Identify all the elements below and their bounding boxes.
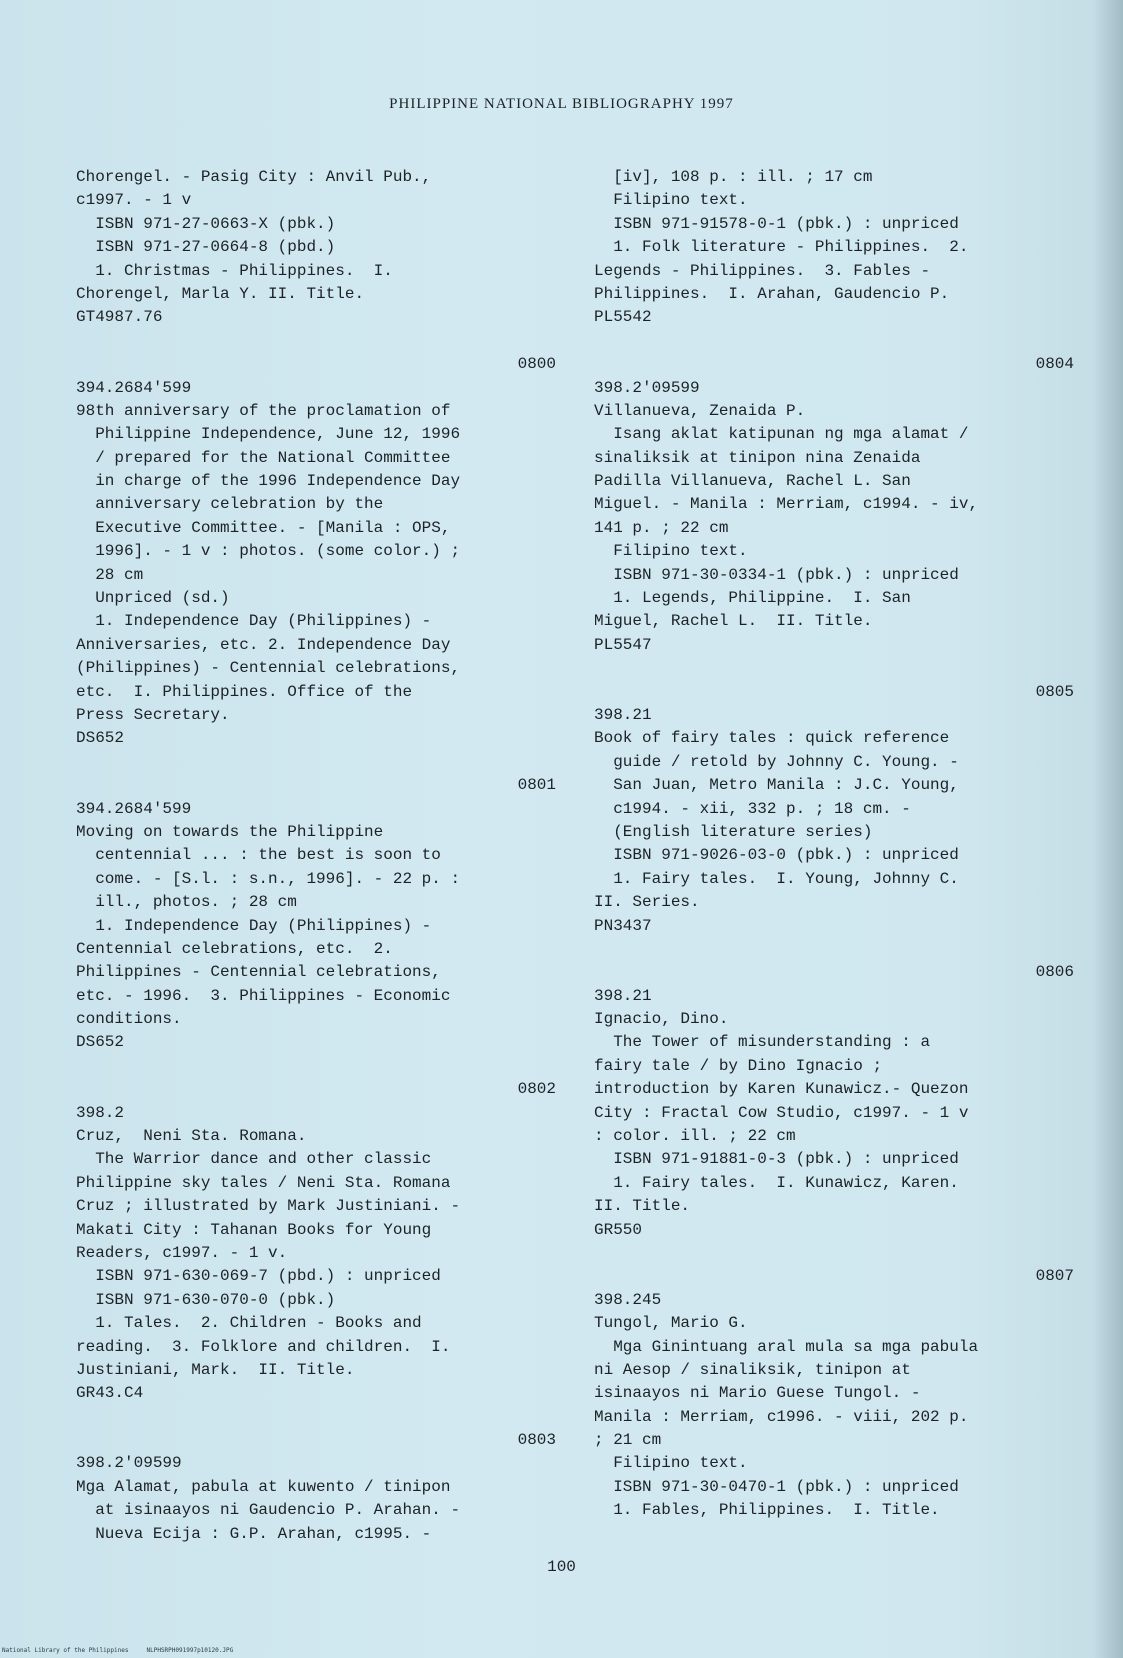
entry-line: ISBN 971-630-070-0 (pbk.) [76, 1290, 336, 1309]
bibliographic-entry [594, 985, 1074, 1242]
entry-line: Readers, c1997. - 1 v. [76, 1243, 288, 1262]
entry-gap [594, 657, 1074, 680]
entry-line: PL5547 [594, 635, 652, 654]
entry-line: : color. ill. ; 22 cm [594, 1127, 796, 1146]
entry-line: GT4987.76 [76, 308, 163, 327]
entry-line: Miguel. - Manila : Merriam, c1994. - iv, [594, 495, 979, 514]
page-edge-shadow [1093, 0, 1123, 1658]
entry-number: 0807 [1035, 1267, 1074, 1286]
entry-line: isinaayos ni Mario Guese Tungol. - [594, 1384, 921, 1403]
entry-line: 1. Fairy tales. I. Young, Johnny C. [594, 869, 959, 888]
entry-line: (Philippines) - Centennial celebrations, [76, 659, 461, 678]
entry-line: Philippine Independence, June 12, 1996 [76, 425, 461, 444]
entry-gap [594, 938, 1074, 961]
entry-line: San Juan, Metro Manila : J.C. Young, [594, 776, 959, 795]
entry-line: II. Series. [594, 893, 700, 912]
entry-line: 398.2 [76, 1103, 125, 1122]
entry-line: 1. Tales. 2. Children - Books and [76, 1314, 422, 1333]
entry-line: 398.21 [594, 986, 652, 1005]
entry-line: 1. Independence Day (Philippines) - [76, 916, 432, 935]
entry-line: The Warrior dance and other classic [76, 1150, 432, 1169]
entry-number: 0803 [517, 1431, 556, 1450]
entry-line: Ignacio, Dino. [594, 1010, 729, 1029]
bibliographic-entry [76, 166, 556, 330]
entry-line: ISBN 971-27-0664-8 (pbd.) [76, 238, 336, 257]
entry-line: Justiniani, Mark. II. Title. [76, 1360, 355, 1379]
entry-line: c1997. - 1 v [76, 191, 192, 210]
entry-line: DS652 [76, 729, 125, 748]
entry-number: 0805 [1035, 682, 1074, 701]
entry-line: Cruz ; illustrated by Mark Justiniani. - [76, 1197, 461, 1216]
entry-line: GR43.C4 [76, 1384, 144, 1403]
bibliographic-entry [76, 377, 556, 751]
entry-line: ni Aesop / sinaliksik, tinipon at [594, 1360, 911, 1379]
entry-line: 98th anniversary of the proclamation of [76, 401, 451, 420]
entry-line: 398.21 [594, 705, 652, 724]
entry-line: Cruz, Neni Sta. Romana. [76, 1127, 307, 1146]
right-column [594, 166, 1074, 1523]
entry-line: Philippines. I. Arahan, Gaudencio P. [594, 284, 950, 303]
entry-line: ISBN 971-630-069-7 (pbd.) : unpriced [76, 1267, 441, 1286]
scan-credit: National Library of the Philippines NLPHSRPH091997p10120.JPG [2, 1647, 234, 1654]
bibliographic-entry [76, 798, 556, 1055]
entry-line: 1. Legends, Philippine. I. San [594, 589, 911, 608]
entry-line: PL5542 [594, 308, 652, 327]
entry-line: Makati City : Tahanan Books for Young [76, 1220, 432, 1239]
entry-line: ISBN 971-91578-0-1 (pbk.) : unpriced [594, 214, 959, 233]
entry-line: GR550 [594, 1220, 643, 1239]
entry-line: 398.2'09599 [76, 1454, 182, 1473]
entry-line: anniversary celebration by the [76, 495, 384, 514]
entry-line: Chorengel. - Pasig City : Anvil Pub., [76, 168, 432, 186]
entry-line: 1. Fables, Philippines. I. Title. [594, 1501, 940, 1520]
bibliographic-entry [594, 704, 1074, 938]
entry-line: Unpriced (sd.) [76, 589, 230, 608]
entry-line: [iv], 108 p. : ill. ; 17 cm [594, 168, 873, 186]
entry-gap [76, 330, 556, 353]
entry-line: / prepared for the National Committee [76, 448, 451, 467]
entry-line: 141 p. ; 22 cm [594, 518, 729, 537]
entry-line: PN3437 [594, 916, 652, 935]
entry-line: etc. I. Philippines. Office of the [76, 682, 413, 701]
entry-line: Manila : Merriam, c1996. - viii, 202 p. [594, 1407, 969, 1426]
entry-line: Nueva Ecija : G.P. Arahan, c1995. - [76, 1524, 432, 1543]
entry-number: 0806 [1035, 963, 1074, 982]
entry-line: Chorengel, Marla Y. II. Title. [76, 284, 365, 303]
entry-gap [76, 1055, 556, 1078]
entry-line: etc. - 1996. 3. Philippines - Economic [76, 986, 451, 1005]
entry-line: Anniversaries, etc. 2. Independence Day [76, 635, 451, 654]
entry-line: sinaliksik at tinipon nina Zenaida [594, 448, 921, 467]
entry-line: ISBN 971-9026-03-0 (pbk.) : unpriced [594, 846, 959, 865]
entry-line: Moving on towards the Philippine [76, 822, 384, 841]
entry-line: introduction by Karen Kunawicz.- Quezon [594, 1080, 969, 1099]
entry-line: Philippines - Centennial celebrations, [76, 963, 441, 982]
bibliographic-entry [594, 377, 1074, 658]
entry-line: Mga Alamat, pabula at kuwento / tinipon [76, 1477, 451, 1496]
entry-gap [76, 751, 556, 774]
page-header: PHILIPPINE NATIONAL BIBLIOGRAPHY 1997 [389, 96, 734, 112]
entry-line: in charge of the 1996 Independence Day [76, 472, 461, 491]
entry-line: ISBN 971-91881-0-3 (pbk.) : unpriced [594, 1150, 959, 1169]
bibliographic-entry [76, 1452, 556, 1546]
entry-line: Padilla Villanueva, Rachel L. San [594, 472, 911, 491]
entry-line: come. - [S.l. : s.n., 1996]. - 22 p. : [76, 869, 461, 888]
page-number: 100 [547, 1558, 576, 1576]
entry-number: 0800 [517, 355, 556, 374]
entry-line: Legends - Philippines. 3. Fables - [594, 261, 931, 280]
entry-number: 0802 [517, 1080, 556, 1099]
entry-line: (English literature series) [594, 822, 873, 841]
entry-line: 1. Folk literature - Philippines. 2. [594, 238, 969, 257]
entry-line: Executive Committee. - [Manila : OPS, [76, 518, 451, 537]
entry-number: 0804 [1035, 355, 1074, 374]
entry-line: ; 21 cm [594, 1431, 662, 1450]
entry-line: 1. Christmas - Philippines. I. [76, 261, 393, 280]
entry-line: Press Secretary. [76, 705, 230, 724]
entry-line: Mga Ginintuang aral mula sa mga pabula [594, 1337, 979, 1356]
entry-gap [594, 1242, 1074, 1265]
entry-line: conditions. [76, 1010, 182, 1029]
entry-line: 398.245 [594, 1290, 662, 1309]
entry-line: DS652 [76, 1033, 125, 1052]
entry-line: 398.2'09599 [594, 378, 700, 397]
entry-line: Philippine sky tales / Neni Sta. Romana [76, 1173, 451, 1192]
entry-line: 1. Independence Day (Philippines) - [76, 612, 432, 631]
entry-line: centennial ... : the best is soon to [76, 846, 441, 865]
entry-line: Filipino text. [594, 1454, 748, 1473]
entry-line: II. Title. [594, 1197, 691, 1216]
entry-number: 0801 [517, 776, 556, 795]
entry-line: fairy tale / by Dino Ignacio ; [594, 1056, 883, 1075]
left-column [76, 166, 556, 1546]
bibliographic-entry [594, 166, 1074, 330]
entry-line: ISBN 971-30-0470-1 (pbk.) : unpriced [594, 1477, 959, 1496]
entry-line: 394.2684'599 [76, 799, 192, 818]
entry-line: at isinaayos ni Gaudencio P. Arahan. - [76, 1501, 461, 1520]
entry-line: 1996]. - 1 v : photos. (some color.) ; [76, 542, 461, 561]
entry-line: Miguel, Rachel L. II. Title. [594, 612, 873, 631]
entry-line: 394.2684'599 [76, 378, 192, 397]
bibliographic-entry [594, 1289, 1074, 1523]
entry-line: City : Fractal Cow Studio, c1997. - 1 v [594, 1103, 969, 1122]
entry-line: Filipino text. [594, 191, 748, 210]
entry-line: 1. Fairy tales. I. Kunawicz, Karen. [594, 1173, 959, 1192]
entry-line: guide / retold by Johnny C. Young. - [594, 752, 959, 771]
entry-line: reading. 3. Folklore and children. I. [76, 1337, 451, 1356]
entry-line: ill., photos. ; 28 cm [76, 893, 297, 912]
bibliographic-entry [76, 1102, 556, 1406]
entry-line: Villanueva, Zenaida P. [594, 401, 806, 420]
entry-line: 28 cm [76, 565, 144, 584]
entry-line: The Tower of misunderstanding : a [594, 1033, 931, 1052]
entry-line: ISBN 971-27-0663-X (pbk.) [76, 214, 336, 233]
entry-line: Filipino text. [594, 542, 748, 561]
entry-line: ISBN 971-30-0334-1 (pbk.) : unpriced [594, 565, 959, 584]
entry-line: Centennial celebrations, etc. 2. [76, 939, 393, 958]
entry-line: Tungol, Mario G. [594, 1314, 748, 1333]
entry-line: Isang aklat katipunan ng mga alamat / [594, 425, 969, 444]
entry-gap [76, 1406, 556, 1429]
entry-line: Book of fairy tales : quick reference [594, 729, 950, 748]
entry-line: c1994. - xii, 332 p. ; 18 cm. - [594, 799, 911, 818]
entry-gap [594, 330, 1074, 353]
